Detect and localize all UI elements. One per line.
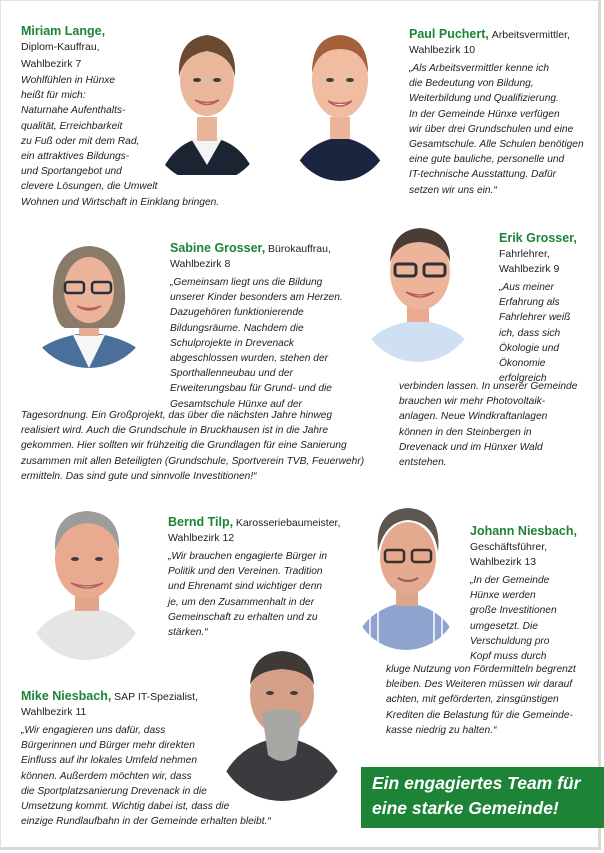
candidate-profession: SAP IT-Spezialist, bbox=[114, 691, 199, 703]
quote-line: Tagesordnung. Ein Großprojekt, das über die nächsten Jahre hinweg bbox=[21, 410, 333, 421]
candidate-miriam-lange bbox=[21, 24, 261, 210]
quote-line: heißt für mich: bbox=[21, 90, 86, 102]
quote-line: eine gute bauliche, personelle und bbox=[409, 154, 565, 166]
candidate-profession: Karosseriebaumeister, bbox=[235, 517, 341, 529]
quote-line: große Investitionen bbox=[470, 605, 557, 617]
quote-line: „Wir engagieren uns dafür, dass bbox=[21, 725, 166, 736]
quote-line: Verschuldung pro bbox=[470, 635, 550, 647]
quote-line: In der Gemeinde Hünxe verfügen bbox=[409, 108, 560, 120]
quote-line: Hünxe werden bbox=[470, 590, 536, 602]
portrait-icon bbox=[290, 25, 390, 183]
quote-line: und Ehrenamt sind wichtiger denn bbox=[168, 581, 323, 593]
candidate-quote bbox=[409, 61, 599, 198]
quote-line: stärken.“ bbox=[168, 627, 208, 639]
quote-line: Erfahrung als bbox=[499, 297, 560, 309]
candidate-sabine-grosser bbox=[170, 241, 370, 412]
quote-line: verbinden lassen. In unserer Gemeinde bbox=[399, 381, 578, 392]
candidate-quote bbox=[170, 275, 370, 412]
quote-line: einzige Rundlaufbahn in der Gemeinde erhalten bleibt.“ bbox=[21, 816, 271, 828]
quote-line: Krediten die Belastung für die Gemeinde- bbox=[386, 709, 573, 721]
candidate-district: Wahlbezirk 10 bbox=[409, 44, 476, 56]
candidate-district: Wahlbezirk 9 bbox=[499, 263, 560, 275]
quote-line: „Als Arbeitsvermittler kenne ich bbox=[409, 63, 550, 74]
candidate-name: Miriam Lange, bbox=[21, 24, 106, 38]
quote-line: Umsetzung kommt. Wichtig dabei ist, dass die bbox=[21, 801, 230, 813]
quote-line: Naturnahe Aufenthalts- bbox=[21, 105, 126, 117]
quote-line: wir über drei Grundschulen und eine bbox=[409, 123, 574, 135]
candidate-profession: Diplom-Kauffrau, bbox=[21, 41, 100, 53]
quote-line: Kopf muss durch bbox=[470, 651, 547, 663]
photo-sabine-grosser bbox=[25, 240, 153, 368]
quote-line: Sporthallenneubau und der bbox=[170, 368, 293, 380]
quote-line: kasse niedrig zu halten.“ bbox=[386, 724, 497, 736]
quote-line: Ökologie und bbox=[499, 342, 560, 354]
candidate-quote bbox=[499, 280, 599, 386]
quote-line: zusammen mit allen Beteiligten (Grundschule, Sportverein TVB, Feuerwehr) bbox=[21, 455, 365, 467]
quote-line: realisiert wird. Auch die Grundschule in Bruckhausen ist in die Jahre bbox=[21, 425, 329, 437]
quote-line: Erweiterungsbau für Grund- und die bbox=[170, 383, 332, 395]
candidate-johann-niesbach bbox=[470, 524, 600, 664]
candidate-mike-niesbach bbox=[21, 689, 321, 829]
candidate-paul-puchert bbox=[409, 27, 599, 198]
quote-line: setzen wir uns ein.“ bbox=[409, 184, 497, 196]
candidate-name: Erik Grosser, bbox=[499, 231, 577, 245]
candidate-profession: Fahrlehrer, bbox=[499, 248, 550, 260]
photo-johann-niesbach bbox=[352, 502, 460, 652]
portrait-icon bbox=[358, 222, 478, 362]
quote-line: je, um den Zusammenhalt in der bbox=[168, 596, 315, 608]
quote-line: brauchen wir mehr Photovoltaik- bbox=[399, 396, 546, 408]
quote-line: Gesamtschule. Alle Schulen benötigen bbox=[409, 139, 584, 151]
quote-line: anlagen. Neue Windkraftanlagen bbox=[399, 411, 548, 423]
candidate-johann-niesbach-quote-continued bbox=[386, 662, 602, 738]
slogan-line-1: Ein engagiertes Team für bbox=[372, 773, 581, 793]
quote-line: abgeschlossen wurden, stehen der bbox=[170, 353, 329, 365]
candidate-erik-grosser-quote-continued bbox=[399, 379, 599, 470]
slogan-line-2: eine starke Gemeinde! bbox=[372, 798, 559, 818]
portrait-icon bbox=[25, 505, 147, 660]
quote-line: „In der Gemeinde bbox=[470, 575, 550, 586]
quote-line: Dazugehören funktionierende bbox=[170, 307, 304, 319]
quote-line: Gemeinschaft zu erhalten und zu bbox=[168, 611, 318, 623]
photo-erik-grosser bbox=[358, 222, 478, 362]
candidate-district: Wahlbezirk 13 bbox=[470, 556, 537, 568]
quote-line: zu Fuß oder mit dem Rad, bbox=[21, 135, 140, 147]
quote-line: Wohlfühlen in Hünxe bbox=[21, 75, 116, 86]
quote-line: unserer Kinder besonders am Herzen. bbox=[170, 292, 343, 304]
candidate-erik-grosser bbox=[499, 231, 599, 386]
quote-line: entstehen. bbox=[399, 457, 447, 469]
photo-paul-puchert bbox=[290, 25, 390, 183]
candidate-quote bbox=[168, 549, 358, 640]
quote-line: Einfluss auf ihr lokales Umfeld nehmen bbox=[21, 755, 198, 767]
quote-line: bleiben. Des Weiteren müssen wir darauf bbox=[386, 679, 573, 691]
candidate-quote bbox=[470, 573, 600, 664]
candidate-district: Wahlbezirk 8 bbox=[170, 258, 231, 270]
candidate-profession: Bürokauffrau, bbox=[268, 243, 331, 255]
quote-line: können in den Steinbergen in bbox=[399, 426, 532, 438]
quote-line: Weiterbildung und Qualifizierung. bbox=[409, 93, 559, 105]
quote-line: „Aus meiner bbox=[499, 282, 554, 293]
quote-line: Gesamtschule Hünxe auf der bbox=[170, 398, 302, 410]
quote-line: Bürgerinnen und Bürger mehr direkten bbox=[21, 740, 195, 752]
candidate-name: Bernd Tilp, bbox=[168, 515, 234, 529]
candidate-district: Wahlbezirk 12 bbox=[168, 532, 235, 544]
quote-line: Politik und den Vereinen. Tradition bbox=[168, 566, 323, 578]
candidate-profession: Arbeitsvermittler, bbox=[491, 29, 570, 41]
candidate-sabine-grosser-quote-continued bbox=[21, 408, 371, 484]
quote-line: Wohnen und Wirtschaft in Einklang bringen. bbox=[21, 196, 220, 208]
photo-bernd-tilp bbox=[25, 505, 147, 660]
quote-line: kluge Nutzung von Fördermitteln begrenzt bbox=[386, 664, 576, 675]
quote-line: ich, dass sich bbox=[499, 327, 561, 339]
candidate-district: Wahlbezirk 7 bbox=[21, 58, 82, 70]
quote-line: Drevenack und im Hünxer Wald bbox=[399, 441, 543, 453]
candidate-bernd-tilp bbox=[168, 515, 358, 640]
candidate-quote bbox=[21, 723, 321, 829]
quote-line: achten, mit geförderten, zinsgünstigen bbox=[386, 694, 559, 706]
quote-line: Fahrlehrer weiß bbox=[499, 312, 571, 324]
candidate-district: Wahlbezirk 11 bbox=[21, 706, 87, 718]
quote-line: die Bedeutung von Bildung, bbox=[409, 78, 534, 90]
quote-line: die Sportplatzsanierung Drevenack in die bbox=[21, 785, 207, 797]
quote-line: umgesetzt. Die bbox=[470, 620, 538, 632]
quote-line: können. Außerdem möchten wir, dass bbox=[21, 770, 192, 782]
candidate-profession: Geschäftsführer, bbox=[470, 541, 548, 553]
candidate-name: Sabine Grosser, bbox=[170, 241, 266, 255]
quote-line: ermitteln. Das sind gute und sinnvolle Investitionen!“ bbox=[21, 470, 257, 482]
quote-line: clevere Lösungen, die Umwelt bbox=[21, 181, 158, 193]
candidate-quote bbox=[21, 73, 261, 210]
quote-line: Ökonomie bbox=[499, 358, 546, 370]
candidate-name: Johann Niesbach, bbox=[470, 524, 577, 538]
quote-line: und Sportangebot und bbox=[21, 166, 122, 178]
quote-line: ein attraktives Bildungs- bbox=[21, 151, 130, 163]
quote-line: qualität, Erreichbarkeit bbox=[21, 120, 123, 132]
quote-line: IT-technische Ausstattung. Dafür bbox=[409, 169, 557, 181]
quote-line: „Wir brauchen engagierte Bürger in bbox=[168, 551, 328, 562]
candidate-name: Paul Puchert, bbox=[409, 27, 489, 41]
candidate-name: Mike Niesbach, bbox=[21, 689, 112, 703]
portrait-icon bbox=[352, 502, 460, 652]
quote-line: „Gemeinsam liegt uns die Bildung bbox=[170, 277, 323, 288]
quote-line: Bildungsräume. Nachdem die bbox=[170, 322, 304, 334]
quote-line: erfolgreich bbox=[499, 373, 547, 385]
quote-line: gekommen. Hier sollten wir frühzeitig die Grundlagen für eine Sanierung bbox=[21, 440, 347, 452]
portrait-icon bbox=[25, 240, 153, 368]
quote-line: Schulprojekte in Drevenack bbox=[170, 337, 295, 349]
slogan-banner bbox=[361, 767, 604, 828]
